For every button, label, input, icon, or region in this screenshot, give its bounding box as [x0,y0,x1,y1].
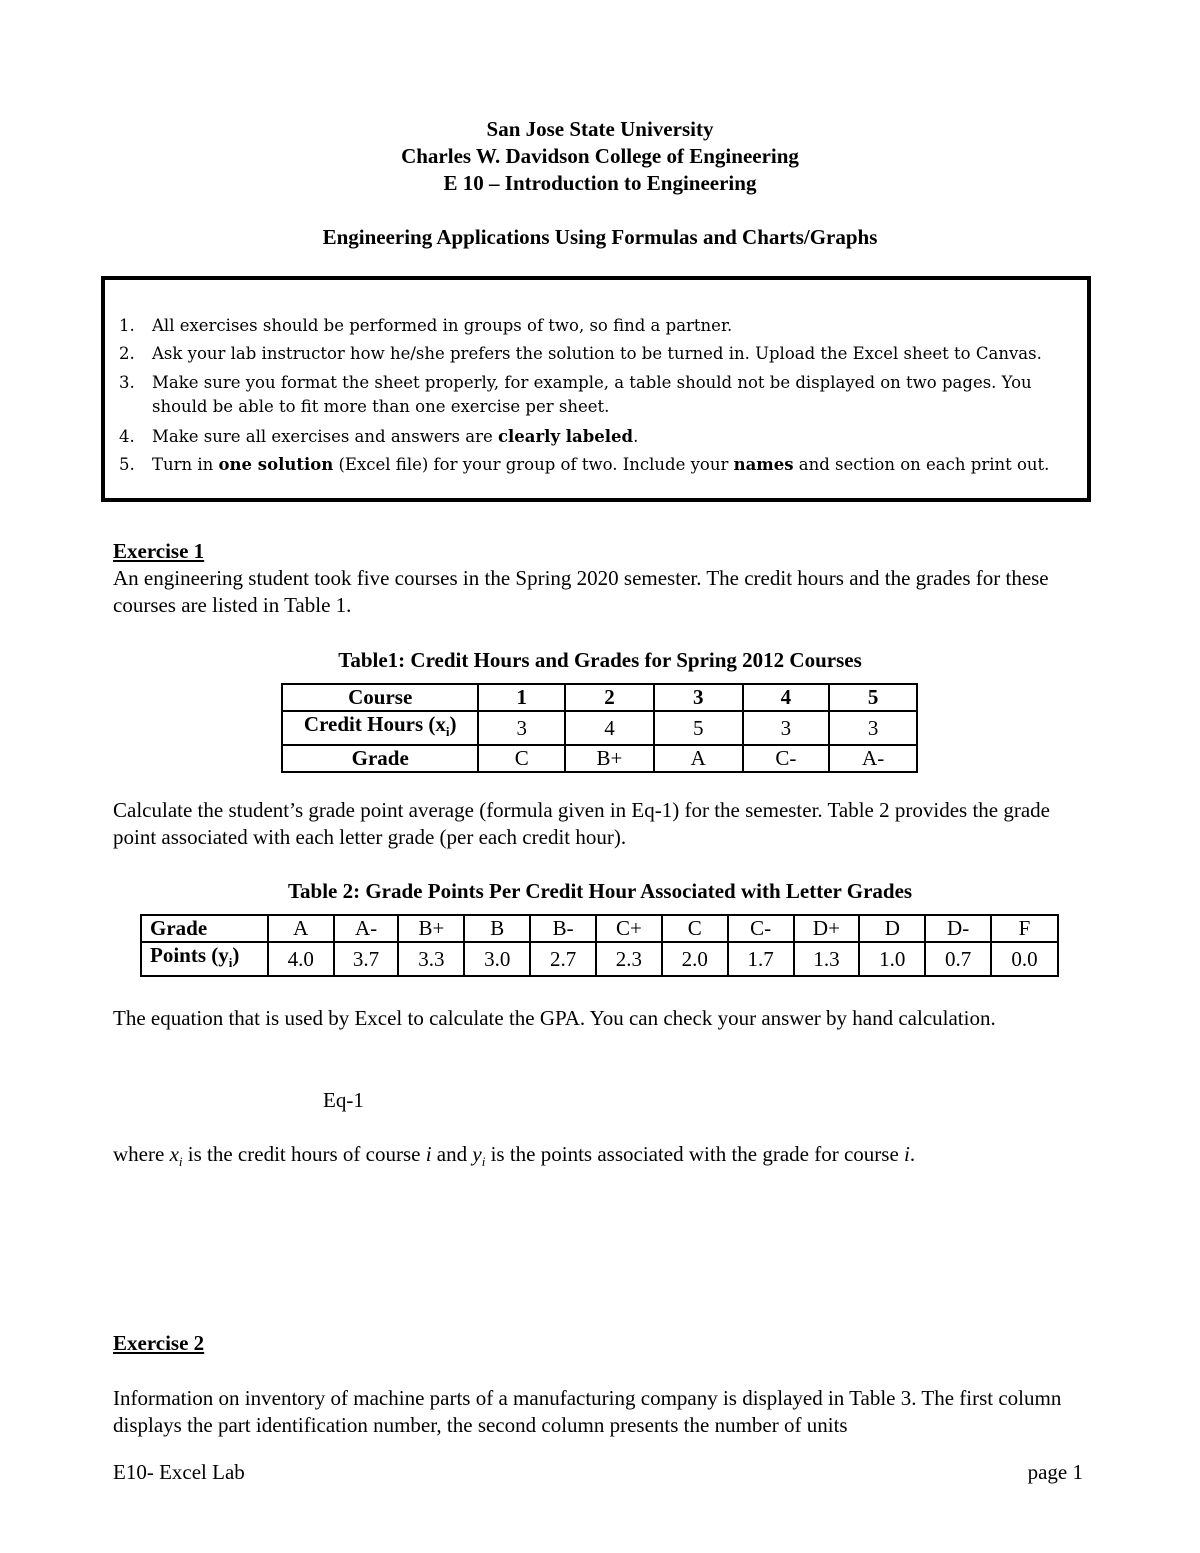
table-cell: 3.3 [398,942,464,976]
table-cell: C [478,745,565,772]
table-cell: Grade [282,745,478,772]
table-cell: 0.7 [925,942,991,976]
course-name: E 10 – Introduction to Engineering [443,171,757,195]
table-cell: 0.0 [991,942,1058,976]
exercise-1-title: Exercise 1 [113,539,205,563]
instruction-number: 2. [119,344,135,363]
instruction-number: 1. [119,316,135,335]
footer-left: E10- Excel Lab [113,1460,245,1484]
table-cell: D [859,915,925,942]
table-cell: 2 [565,684,654,711]
table-cell: 4 [565,711,654,745]
instruction-number: 5. [119,455,135,474]
table-cell: 2.7 [530,942,596,976]
table-cell: 1.0 [859,942,925,976]
table-2-caption: Table 2: Grade Points Per Credit Hour Associated with Letter Grades [287,879,913,903]
table-cell: 4.0 [268,942,334,976]
instruction-text: Make sure all exercises and answers are clearly labeled. [152,427,639,446]
instruction-text: Make sure you format the sheet properly, for example, a table should not be displayed on two pages. You should be able to fit more than one exercise per sheet. [152,373,1032,416]
table-cell: 1.7 [728,942,794,976]
table-cell: Course [282,684,478,711]
table-cell: 3 [743,711,830,745]
table-2 [140,914,1059,977]
instruction-text: All exercises should be performed in groups of two, so find a partner. [152,316,733,335]
page-number: page 1 [1027,1460,1083,1484]
table-cell: F [991,915,1058,942]
exercise-1-intro: An engineering student took five courses in the Spring 2020 semester. The credit hours and the grades for these courses are listed in Table 1. [113,566,1049,617]
table-cell: 3.7 [334,942,399,976]
table-cell: D- [925,915,991,942]
table-row [282,745,917,772]
variable-definition: where $x_i$ is the credit hours of course i and $y_i$ is the points associated with the grade for course i. [113,1142,916,1170]
table-row [282,684,917,711]
table-cell: 1 [478,684,565,711]
table-row [141,915,1058,942]
table-cell: 5 [654,711,743,745]
table-cell: B- [530,915,596,942]
table-cell: Credit Hours $(x_i)$ [282,711,478,745]
table-cell: 1.3 [794,942,860,976]
exercise-2-intro: Information on inventory of machine parts of a manufacturing company is displayed in Table 3. The first column displays the part identification number, the second column presents the number of units [113,1386,1062,1437]
table-cell: A [268,915,334,942]
instruction-text: Turn in one solution (Excel file) for your group of two. Include your names and section on each print out. [152,455,1050,474]
table-cell: B+ [398,915,464,942]
table-cell: C+ [596,915,662,942]
table-cell: 3 [478,711,565,745]
table-cell: 3 [654,684,743,711]
document-title: Engineering Applications Using Formulas and Charts/Graphs [322,225,878,249]
table-cell: A- [829,745,917,772]
equation-label: Eq-1 [323,1088,364,1112]
table-cell: Points $(y_i)$ [141,942,268,976]
table-cell: B [464,915,530,942]
table-cell: C- [743,745,830,772]
university-name: San Jose State University [486,117,714,141]
table-cell: 2.0 [662,942,728,976]
instruction-text: Ask your lab instructor how he/she prefers the solution to be turned in. Upload the Excel sheet to Canvas. [152,344,1042,363]
exercise-2-title: Exercise 2 [113,1331,205,1355]
table-cell: 3 [829,711,917,745]
table-cell: D+ [794,915,860,942]
table-1 [281,683,918,773]
table-cell: 5 [829,684,917,711]
table-row [141,942,1058,976]
instruction-number: 4. [119,427,135,446]
table-cell: A- [334,915,399,942]
equation-description: The equation that is used by Excel to calculate the GPA. You can check your answer by hand calculation. [113,1006,996,1030]
table-cell: 2.3 [596,942,662,976]
college-name: Charles W. Davidson College of Engineering [401,144,799,168]
table-cell: B+ [565,745,654,772]
table-row [282,711,917,745]
table-1-caption: Table1: Credit Hours and Grades for Spring 2012 Courses [338,648,862,672]
table-cell: Grade [141,915,268,942]
table-cell: C [662,915,728,942]
instruction-number: 3. [119,373,135,392]
instructions-box [101,276,1091,502]
table-cell: 4 [743,684,830,711]
table-cell: C- [728,915,794,942]
table-cell: A [654,745,743,772]
calculation-instructions: Calculate the student’s grade point average (formula given in Eq-1) for the semester. Table 2 provides the grade point associated with each letter grade (per each credit hour). [113,798,1050,849]
table-cell: 3.0 [464,942,530,976]
